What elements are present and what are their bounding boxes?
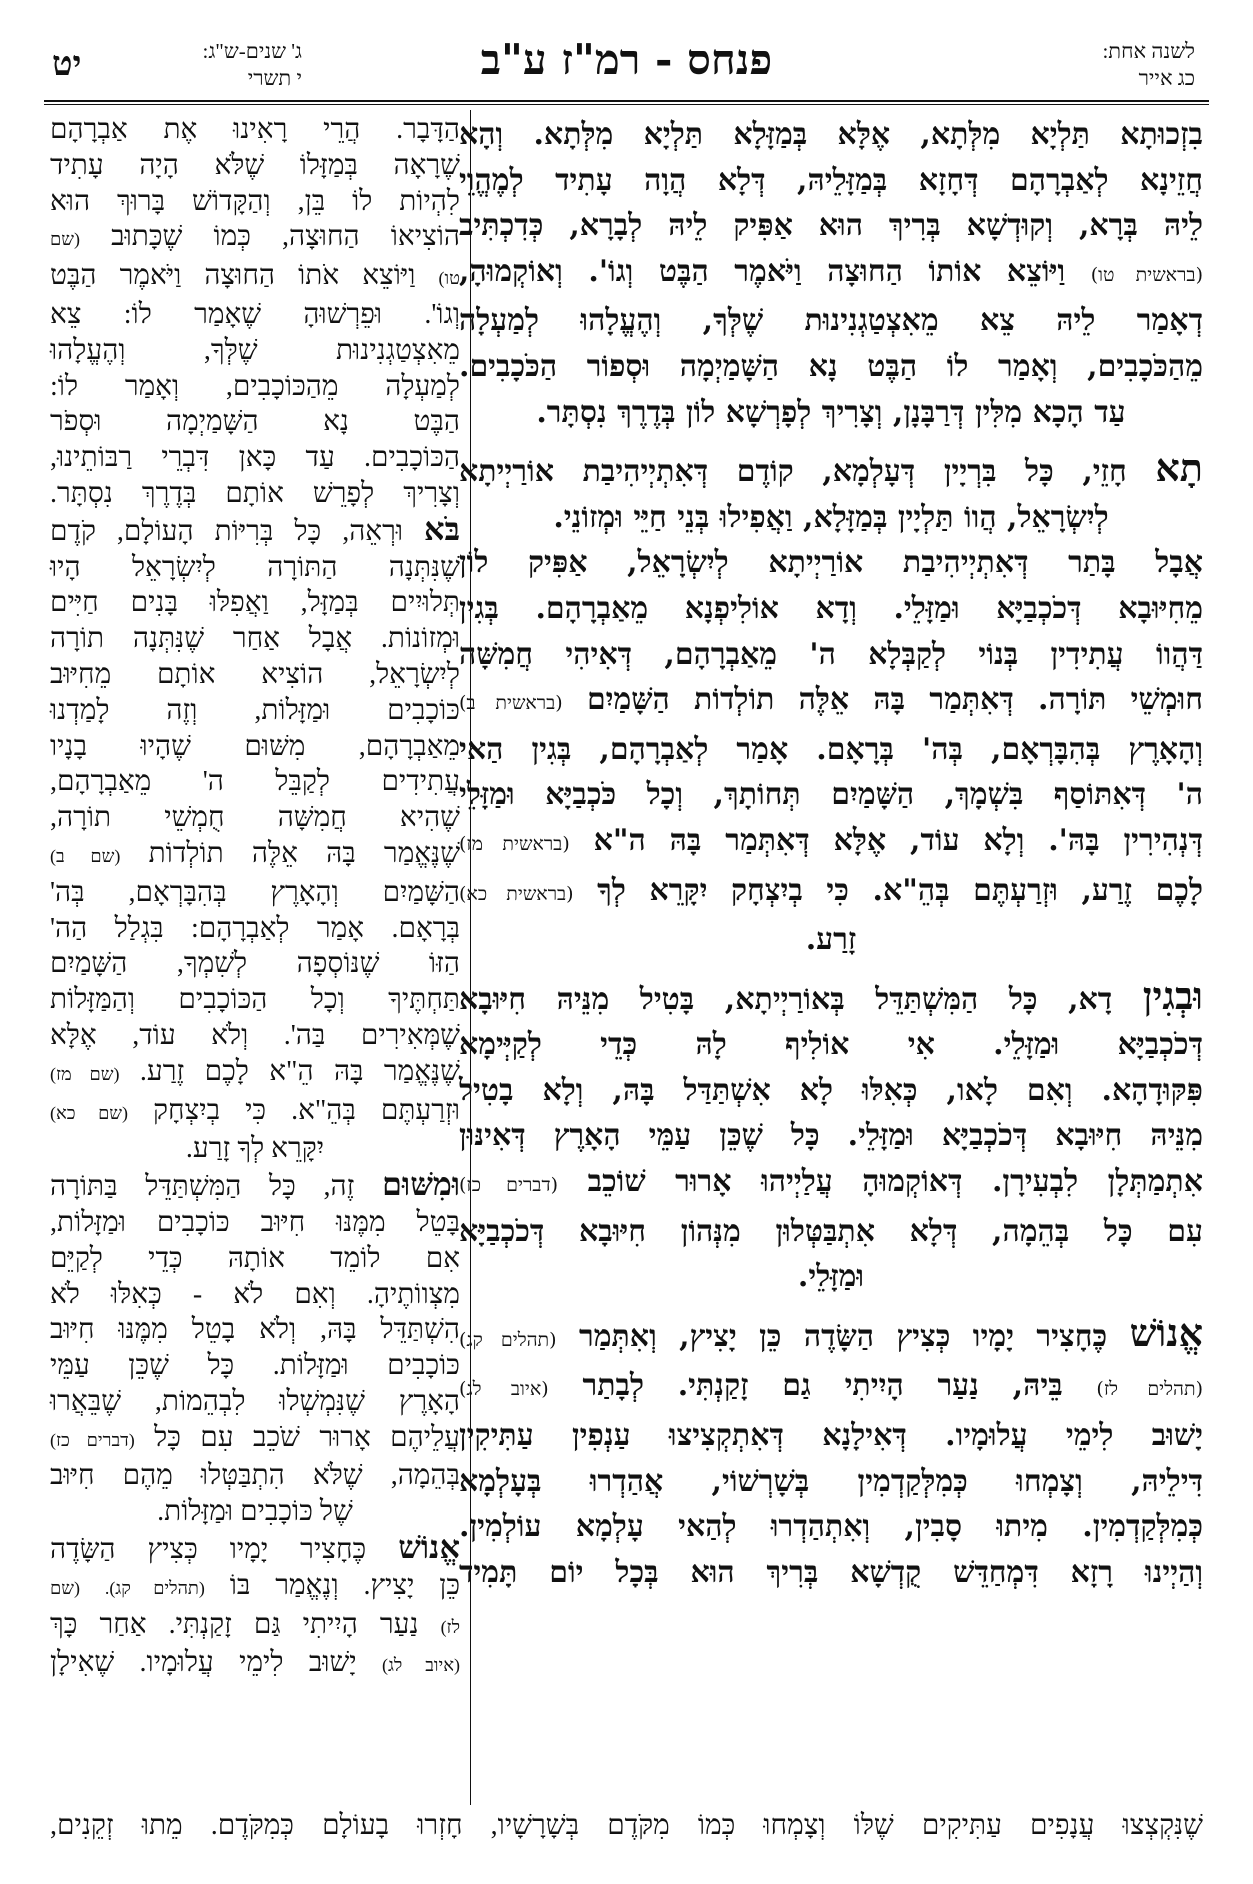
main-line: דְאָמַר לֵיהּ צֵא מֵאִצְטַגְנִינוּת שֶׁלְּךָ, וְהֶעֱלָהוּ לְמַעְלָה	[459, 303, 1203, 339]
translation-line: תְּלוּיִים בְּמַזָּל, וַאֲפִלּוּ בָּנִים חַיִּים	[50, 587, 460, 619]
translation-line-text: הוֹצִיאוֹ הַחוּצָה, כְּמוֹ שֶׁכָּתוּב	[111, 221, 461, 253]
translation-line-text: עֲלֵיהֶם אָרוּר שֹׁכֵב עִם כָּל	[154, 1421, 461, 1453]
citation: (שם	[50, 1577, 80, 1598]
translation-line: יִקָּרֵא לְךָ זָרַע.	[185, 1133, 325, 1165]
main-line	[459, 818, 1203, 868]
main-line: מֵהַכֹּכָבִים, וְאָמַר לוֹ הַבֶּט נָא הַשָּׁמַיְמָה וּסְפוֹר הַכֹּכָבִים.	[459, 348, 1203, 384]
header-right-line1: לשנה אחת:	[1102, 39, 1195, 63]
citation: (תהלים קג).	[104, 1577, 205, 1598]
translation-line: כּוֹכָבִים וּמַזָּלוֹת, וְזֶה לָמַדְנוּ	[50, 694, 460, 726]
translation-line-text: שֶׁנֶּאֱמַר בָּהּ אֵלֶּה תוֹלְדוֹת	[148, 837, 461, 869]
translation-line: מִצְווֹתֶיהָ. וְאִם לֹא - כְּאִלּוּ לֹא	[50, 1278, 460, 1310]
translation-line: אִם לוֹמֵד אוֹתָהּ כְּדֵי לְקַיֵּם	[50, 1242, 460, 1274]
main-line: דִּילֵיהּ, וְצָמְחוּ כְּמִלְּקַדְמִין בְּשָׁרְשׁוֹי, אֲהַדְרוּ בְּעָלְמָא	[459, 1463, 1203, 1499]
paragraph-gap	[459, 963, 1203, 973]
drop-word: וּבְגִין	[1142, 972, 1203, 1018]
main-line-text: חוּמְשֵׁי תּוֹרָה. דְּאִתְּמַר בָּהּ אֵלֶּה תוֹלְדוֹת הַשָּׁמַיִם	[586, 682, 1204, 718]
translation-line: תַּחְתֶּיךָ וְכָל הַכּוֹכָבִים וְהַמַּזָּלוֹת	[50, 984, 460, 1016]
translation-line-text: כֵּן יָצִיץ. וְנֶאֱמַר בּוֹ	[229, 1569, 461, 1601]
citation: (תהלים לז)	[1096, 1378, 1203, 1401]
main-line: חֲזֵינָא לְאַבְרָהָם דְּחָזָא בְּמַזָּלֵיהּ, דְּלָא הֲוָה עָתִיד לְמֶהֱוֵי	[459, 162, 1203, 198]
page-number: יט	[52, 44, 82, 84]
drop-word: בֹּא	[424, 510, 460, 547]
translation-line	[50, 1568, 460, 1607]
translation-line-text: זֶה, כָּל הַמִּשְׁתַּדֵּל בַּתּוֹרָה	[50, 1171, 355, 1203]
drop-word: תָא	[1155, 445, 1203, 491]
translation-line-text: נַעַר הָיִיתִי גַּם זָקַנְתִּי. אַחַר כָּךְ	[50, 1608, 419, 1640]
translation-line: הַכּוֹכָבִים. עַד כָּאן דִּבְרֵי רַבּוֹתֵינוּ,	[50, 442, 460, 474]
translation-line: הָאָרֶץ שֶׁנִּמְשְׁלוּ לִבְהֵמוֹת, שֶׁבֵּאֲרוּ	[50, 1385, 460, 1417]
translation-line: כּוֹכָבִים וּמַזָּלוֹת. כָּל שֶׁכֵּן עַמֵּי	[50, 1350, 460, 1382]
citation: (שם מז)	[50, 1063, 120, 1084]
translation-line	[50, 512, 460, 550]
main-line-text: וַיּוֹצֵא אוֹתוֹ הַחוּצָה וַיֹּאמֶר הַבֶּט וְגוֹ'. וְאוֹקְמוּהָ,	[459, 253, 1066, 289]
translation-line	[50, 836, 460, 875]
citation: לז)	[440, 1616, 460, 1637]
main-line: ה' דְּאִתּוֹסַף בִּשְׁמָךְ, הַשָּׁמַיִם תְּחוֹתָךְ, וְכָל כֹּכְבַיָּא וּמַזָּלֵי	[459, 777, 1203, 813]
translation-line: בְּהֵמָה, שֶׁלֹּא הִתְבַּטְּלוּ מֵהֶם חִיּוּב	[50, 1460, 460, 1492]
header-right-line2: כג אייר	[1138, 66, 1195, 90]
translation-line: שֶׁרָאָה בְּמַזָּלוֹ שֶׁלֹּא הָיָה עָתִיד	[50, 149, 460, 181]
translation-line: הִשְׁתַּדֵּל בָּהּ, וְלֹא בָטֵל מִמֶּנּוּ חִיּוּב	[50, 1314, 460, 1346]
main-line: וְהַיְינוּ רָזָא דִּמְחַדֵּשׁ קֻדְשָׁא בְּרִיךְ הוּא בְּכָל יוֹם תָּמִיד	[459, 1554, 1203, 1590]
main-line: עַד הָכָא מִלִּין דְּרַבָּנָן, וְצָרִיךְ לְפָרְשָׁא לוֹן בְּדֶרֶךְ נִסְתָּר.	[536, 394, 1126, 430]
translation-line: הַבֶּט נָא הַשָּׁמַיְמָה וּסְפֹר	[50, 406, 460, 438]
main-line	[459, 973, 1203, 1023]
main-line-text: כֶּחָצִיר יָמָיו כְּצִיץ הַשָּׂדֶה כֵּן יָצִיץ, וְאִתְּמַר	[578, 1318, 1108, 1354]
main-line	[459, 1363, 1203, 1413]
drop-word: וּמִשּׁוּם	[382, 1166, 460, 1203]
translation-line: שֶׁל כּוֹכָבִים וּמַזָּלוֹת.	[157, 1496, 353, 1528]
translation-line	[50, 1420, 460, 1459]
translation-line	[50, 1093, 460, 1132]
translation-line: לְיִשְׂרָאֵל, הוֹצִיא אוֹתָם מֵחִיּוּב	[50, 658, 460, 690]
citation: (שם כא)	[50, 1102, 129, 1123]
translation-line	[50, 1530, 460, 1568]
paragraph-gap	[459, 435, 1203, 445]
main-line: אֲבָל בָּתַר דְּאִתְיְיהִיבַת אוֹרַיְיתָא לְיִשְׂרָאֵל, אַפִּיק לוֹן	[459, 545, 1203, 581]
main-line	[459, 445, 1203, 495]
main-line	[459, 249, 1203, 299]
translation-line-text: שֶׁנֶּאֱמַר בָּהּ הֵ"א לָכֶם זֶרַע.	[139, 1055, 460, 1087]
main-line	[459, 868, 1203, 918]
translation-line: וְגוֹ'. וּפֵרְשׁוּהָ שֶׁאָמַר לוֹ: צֵא	[50, 298, 460, 330]
citation: (תהלים קג)	[459, 1328, 557, 1351]
translation-line	[50, 258, 460, 297]
header-left	[112, 38, 302, 92]
main-line: וְהָאָרֶץ בְּהִבָּרְאָם, בְּה' בְּרָאָם. אָמַר לְאַבְרָהָם, בְּגִין הַאי	[459, 731, 1203, 767]
paragraph-gap	[459, 1300, 1203, 1310]
header-rule-thin	[44, 104, 1209, 105]
translation-line-text: וַיּוֹצֵא אֹתוֹ הַחוּצָה וַיֹּאמֶר הַבֶּט	[50, 260, 416, 292]
citation: (דברים כז)	[459, 1174, 559, 1197]
main-line-text: בֵּיהּ, נַעַר הָיִיתִי גַם זָקַנְתִּי. לְבָתַר	[582, 1368, 1063, 1404]
header-rule	[44, 100, 1209, 102]
translation-line	[50, 1607, 460, 1646]
main-line: דַּהֲווֹ עֲתִידִין בְּנוֹי לְקַבְּלָא ה' מֵאַבְרָהָם, דְּאִיהִי חֲמִשָּׁה	[459, 636, 1203, 672]
translation-line: וְצָרִיךְ לְפָרֵשׁ אוֹתָם בְּדֶרֶךְ נִסְתָּר.	[50, 477, 460, 509]
main-line-text: לָכֶם זֶרַע, וּזְרַעְתֶּם בְּהֵ"א. כִּי בְיִצְחָק יִקָּרֵא לְךָ	[597, 872, 1203, 908]
main-line: לְיִשְׂרָאֵל, הֲווֹ תַּלְיָין בְּמַזָּלָא, וַאֲפִילוּ בְּנֵי חַיֵּי וּמְזוֹנֵי.	[553, 499, 1109, 535]
citation: (שם ב)	[50, 845, 121, 866]
translation-line: מֵאִצְטַגְנִינוּת שֶׁלְּךָ, וְהֶעֱלָהוּ	[50, 334, 460, 366]
translation-line-text: כֶּחָצִיר יָמָיו כְּצִיץ הַשָּׂדֶה	[50, 1534, 367, 1566]
main-line-text: אִתְמַתְּלָן לִבְעִירָן. דְּאוֹקְמוּהָ עֲלַיְיהוּ אָרוּר שׁוֹכֵב	[587, 1164, 1203, 1200]
main-line: זָרַע.	[805, 922, 857, 958]
main-line	[459, 677, 1203, 727]
main-text-column	[459, 112, 1203, 1595]
translation-line: וּמְזוֹנוֹת. אֲבָל אַחַר שֶׁנִּתְּנָה תוֹרָה	[50, 623, 460, 655]
translation-line: שֶׁמְּאִירִים בַּה'. וְלֹא עוֹד, אֶלָּא	[50, 1019, 460, 1051]
main-line: דְּכֹכְבַיָּא וּמַזָּלֵי. אִי אוֹלִיף לָהּ כְּדֵי לְקַיְּימָא	[459, 1027, 1203, 1063]
main-line: בִזְכוּתָא תַּלְיָא מִלְּתָא, אֶלָּא בְּמַזָּלָא תַּלְיָא מִלְּתָא. וְהָא	[459, 117, 1203, 152]
main-line: וּמַזָּלֵי.	[797, 1259, 865, 1295]
citation: (איוב לג)	[382, 1655, 460, 1676]
drop-word: אֱנוֹשׁ	[398, 1529, 460, 1566]
translation-line: בְּרָאָם. אָמַר לְאַבְרָהָם: בִּגְלַל הַה'	[50, 912, 460, 944]
main-line: לֵיהּ בְּרָא, וְקוּדְשָׁא בְּרִיךְ הוּא אַפִּיק לֵיהּ לְבָרָא, כְּדִכְתִּיב	[459, 208, 1203, 244]
main-line: פִּקּוּדָהָא. וְאִם לָאו, כְּאִלּוּ לָא אִשְׁתַּדַּל בָּהּ, וְלָא בָטִיל	[459, 1072, 1203, 1108]
translation-line: לִהְיוֹת לוֹ בֵּן, וְהַקָּדוֹשׁ בָּרוּךְ הוּא	[50, 185, 460, 217]
citation: (דברים כז)	[50, 1429, 135, 1450]
citation: (בראשית מז)	[459, 832, 570, 855]
translation-line: לְמַעְלָה מֵהַכּוֹכָבִים, וְאָמַר לוֹ:	[50, 370, 460, 402]
main-line: מִנֵּיהּ חִיּוּבָא דְּכֹכְבַיָּא וּמַזָּלֵי. כָּל שֶׁכֵּן עַמֵּי הָאָרֶץ דְּאִינּוּן	[459, 1118, 1203, 1154]
citation: (בראשית כא)	[459, 882, 574, 905]
citation: (בראשית ב)	[459, 692, 563, 715]
translation-line-text: יָשׁוּב לִימֵי עֲלוּמָיו. שֶׁאִילָן	[50, 1647, 357, 1679]
translation-line: הַדָּבָר. הֲרֵי רָאִינוּ אֶת אַבְרָהָם	[50, 114, 460, 145]
translation-line	[50, 1645, 460, 1684]
translation-line: בָּטֵל מִמֶּנּוּ חִיּוּב כּוֹכָבִים וּמַזָּלוֹת,	[50, 1206, 460, 1238]
translation-line-text: וּזְרַעְתֶּם בְּהֵ"א. כִּי בְיִצְחָק	[153, 1094, 460, 1126]
bottom-continuation-line: שֶׁנִּקְצְצוּ עֲנָפִים עַתִּיקִים שֶׁלּוֹ וְצָמְחוּ כְּמוֹ מִקֹּדֶם בְּשָׁרָשָׁיו, חָזְרוּ בָעוֹלָם כְּמִקֹּדֶם. מֵתוּ זְקֵנִים,	[50, 1810, 1203, 1841]
translation-line	[50, 1054, 460, 1093]
citation: (איוב לג)	[459, 1378, 549, 1401]
translation-line-text: וּרְאֵה, כָּל בְּרִיּוֹת הָעוֹלָם, קֹדֶם	[50, 515, 404, 547]
translation-line	[50, 1167, 460, 1205]
translation-line: הַזּוֹ שֶׁנּוֹסְפָה לְשִׁמְךָ, הַשָּׁמַיִם	[50, 948, 460, 980]
translation-line: עֲתִידִים לְקַבֵּל ה' מֵאַבְרָהָם,	[50, 766, 460, 798]
main-line: מֵחִיּוּבָא דְּכֹכְבַיָּא וּמַזָּלֵי. וְדָא אוֹלִיפְנָא מֵאַבְרָהָם. בְּגִין	[459, 590, 1203, 626]
citation: טו)	[438, 268, 460, 289]
translation-line: הַשָּׁמַיִם וְהָאָרֶץ בְּהִבָּרְאָם, בְּה'	[50, 876, 460, 908]
main-line	[459, 1159, 1203, 1209]
header-left-line1: ג' שנים-ש"ג:	[202, 39, 302, 63]
main-line: כְּמִלְּקַדְמִין. מִיתוּ סָבִין, וְאִתְהַדְרוּ לְהַאי עָלְמָא עוֹלְמִין.	[459, 1509, 1203, 1545]
citation: (שם	[50, 229, 80, 250]
page-title: פנחס - רמ"ז ע"ב	[480, 35, 773, 84]
translation-column	[50, 112, 460, 1684]
main-line-text: חָזֵי, כָּל בִּרְיָין דְּעָלְמָא, קוֹדֶם דְּאִתְיְיהִיבַת אוֹרַיְיתָא	[459, 454, 1127, 490]
main-line-text: דְּנְהִירִין בָּהּ'. וְלָא עוֹד, אֶלָּא דְּאִתְּמַר בָּהּ ה"א	[593, 822, 1204, 858]
drop-word: אֱנוֹשׁ	[1129, 1309, 1203, 1355]
translation-line: מֵאַבְרָהָם, מִשּׁוּם שֶׁהָיוּ בָנָיו	[50, 730, 460, 762]
translation-line	[50, 219, 460, 258]
main-line	[459, 1310, 1203, 1364]
translation-line: שֶׁהִיא חֲמִשָּׁה חֻמְשֵׁי תוֹרָה,	[50, 802, 460, 834]
citation: (בראשית טו)	[1090, 263, 1203, 286]
main-line: יָשׁוּב לִימֵי עֲלוּמָיו. דְּאִילָנָא דְּאִתְקְצִיצוּ עַנְפִין עַתִּיקִין	[459, 1418, 1203, 1454]
header-left-line2: י תשרי	[247, 66, 302, 90]
translation-line: שֶׁנִּתְּנָה הַתּוֹרָה לְיִשְׂרָאֵל הָיוּ	[50, 551, 460, 583]
main-line-text: דָא, כָּל הַמִּשְׁתַּדֵּל בְּאוֹרַיְיתָא, בָּטִיל מִנֵּיהּ חִיּוּבָא	[459, 981, 1113, 1017]
main-line: עִם כָּל בְּהֵמָה, דְּלָא אִתְבַּטְּלוּן מִנְּהוֹן חִיּוּבָא דְּכֹכְבַיָּא	[459, 1213, 1203, 1249]
